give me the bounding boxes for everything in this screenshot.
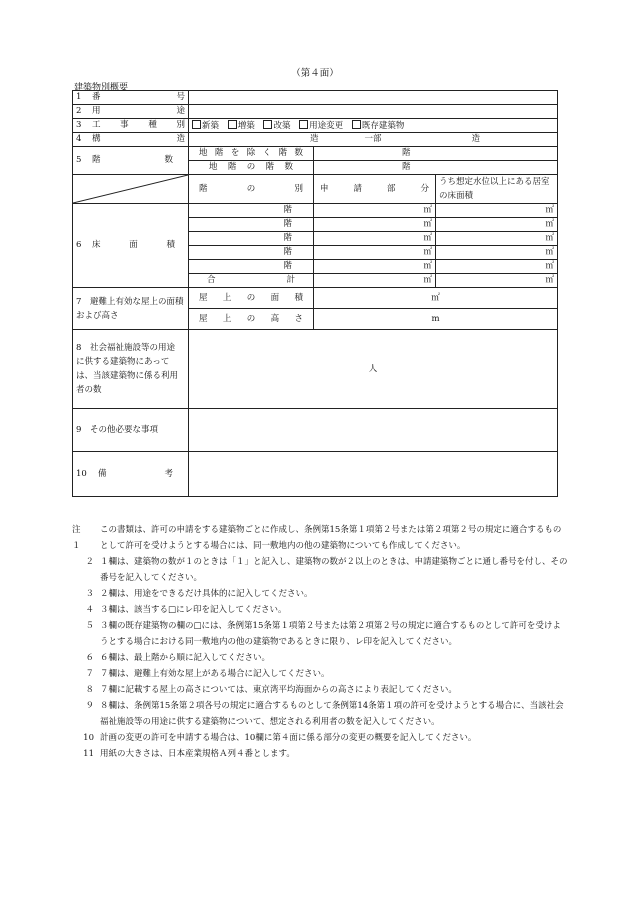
- other-field[interactable]: [189, 409, 558, 452]
- water-level-header: うち想定水位以上にある居室の床面積: [436, 175, 558, 204]
- basement-floors-label: 地階の階数: [189, 161, 314, 175]
- total-label: 合計: [189, 274, 314, 288]
- row-use: 2 用 途: [73, 105, 558, 119]
- building-summary-table: [72, 90, 558, 497]
- floor-area-row: 階 ㎡ ㎡: [73, 246, 558, 260]
- use-field[interactable]: [189, 105, 558, 119]
- row-rooftop: 7 避難上有効な屋上の面積および高さ 屋上の面積 ㎡: [73, 288, 558, 309]
- use-label: 用 途: [92, 106, 185, 116]
- rooftop-height-label: 屋上の高さ: [189, 309, 314, 330]
- note-item: ２ １欄は、建築物の数が１のときは「１」と記入し、建築物の数が２以上のときは、申請建築物ごとに通し番号を付し、その番号を記入してください。: [85, 557, 568, 583]
- floor-area-label: 床面積: [92, 240, 175, 250]
- other-label: その他必要な事項: [89, 424, 158, 435]
- floor-area-total-row: 合計 ㎡ ㎡: [73, 274, 558, 288]
- page-label: （第４面）: [291, 68, 339, 79]
- note-item: 注１ この書類は、許可の申請をする建築物ごとに作成し、条例第15条第１項第２号または第２項第２号の規定に適合するものとして許可を受けようとする場合には、同一敷地内の他の建築物についても作成してください。: [72, 525, 562, 551]
- remarks-label: 備考: [98, 468, 173, 479]
- row-structure: 4 構 造 造 一部 造: [73, 133, 558, 147]
- welfare-users-field[interactable]: 人: [189, 330, 558, 409]
- notes: [72, 522, 568, 762]
- row-construction-type: 3 工事種別 新築 増築 改築 用途変更 既存建築物: [73, 119, 558, 133]
- checkbox-new[interactable]: [192, 120, 201, 129]
- note-item: ８ ７欄に記載する屋上の高さについては、東京湾平均海面からの高さにより表記してください。: [85, 685, 457, 695]
- diagonal-cell: [73, 175, 189, 204]
- row-floors: 5 階 数 地階を除く階数 階: [73, 147, 558, 161]
- construction-type-options: 新築 増築 改築 用途変更 既存建築物: [189, 119, 558, 133]
- floors-above-ground-label: 地階を除く階数: [189, 147, 314, 161]
- floor-area-row: 階 ㎡ ㎡: [73, 232, 558, 246]
- note-item: ９ ８欄は、条例第15条第２項各号の規定に適合するものとして条例第14条第１項の許可を受けようとする場合に、当該社会福祉施設等の用途に供する建築物について、想定される利用者の数を記入してください。: [85, 701, 564, 727]
- floor-area-row: 階 ㎡ ㎡: [73, 260, 558, 274]
- welfare-users-label: 社会福祉施設等の用途に供する建築物にあっては、当該建築物に係る利用者の数: [76, 343, 179, 395]
- number-field[interactable]: [189, 91, 558, 105]
- remarks-field[interactable]: [189, 452, 558, 497]
- note-item: 11 用紙の大きさは、日本産業規格Ａ列４番とします。: [83, 749, 295, 759]
- checkbox-rebuild[interactable]: [263, 120, 272, 129]
- row-number: 1 番 号: [73, 91, 558, 105]
- checkbox-change-of-use[interactable]: [299, 120, 308, 129]
- checkbox-existing-building[interactable]: [352, 120, 361, 129]
- basement-floors-field[interactable]: 階: [314, 161, 558, 175]
- floor-area-row: 階 ㎡ ㎡: [73, 218, 558, 232]
- form-title: 建築物別概要: [74, 83, 129, 93]
- note-item: ３ ２欄は、用途をできるだけ具体的に記入してください。: [85, 589, 313, 599]
- note-item: 10 計画の変更の許可を申請する場合は、10欄に第４面に係る部分の変更の概要を記入してください。: [83, 733, 477, 743]
- row-welfare-users: 8 社会福祉施設等の用途に供する建築物にあっては、当該建築物に係る利用者の数 人: [73, 330, 558, 409]
- rooftop-area-field[interactable]: ㎡: [314, 288, 558, 309]
- row-remarks: 10 備考: [73, 452, 558, 497]
- structure-field[interactable]: 造 一部 造: [189, 133, 558, 147]
- floors-above-ground-field[interactable]: 階: [314, 147, 558, 161]
- rooftop-label: 避難上有効な屋上の面積および高さ: [76, 296, 184, 321]
- row-other: 9 その他必要な事項: [73, 409, 558, 452]
- floor-header: 階の別: [189, 175, 314, 204]
- floors-label: 階 数: [92, 155, 173, 165]
- note-item: ５ ３欄の既存建築物の欄の□には、条例第15条第１項第２号または第２項第２号の規定に適合するものとして許可を受けようとする場合における同一敷地内の他の建築物であるときに限り、レ印を記入してください。: [85, 621, 561, 647]
- note-item: ６ ６欄は、最上階から順に記入してください。: [85, 653, 271, 663]
- number-label: 番 号: [92, 92, 185, 102]
- rooftop-height-field[interactable]: m: [314, 309, 558, 330]
- note-item: ７ ７欄は、避難上有効な屋上がある場合に記入してください。: [85, 669, 330, 679]
- construction-type-label: 工事種別: [92, 120, 185, 130]
- apply-header: 申請部分: [314, 175, 436, 204]
- note-item: ４ ３欄は、該当する□にレ印を記入してください。: [85, 605, 287, 615]
- floor-area-header: [73, 175, 558, 204]
- floor-area-row: 6 床面積 階 ㎡ ㎡: [73, 204, 558, 218]
- checkbox-extension[interactable]: [228, 120, 237, 129]
- structure-label: 構 造: [92, 134, 185, 144]
- rooftop-area-label: 屋上の面積: [189, 288, 314, 309]
